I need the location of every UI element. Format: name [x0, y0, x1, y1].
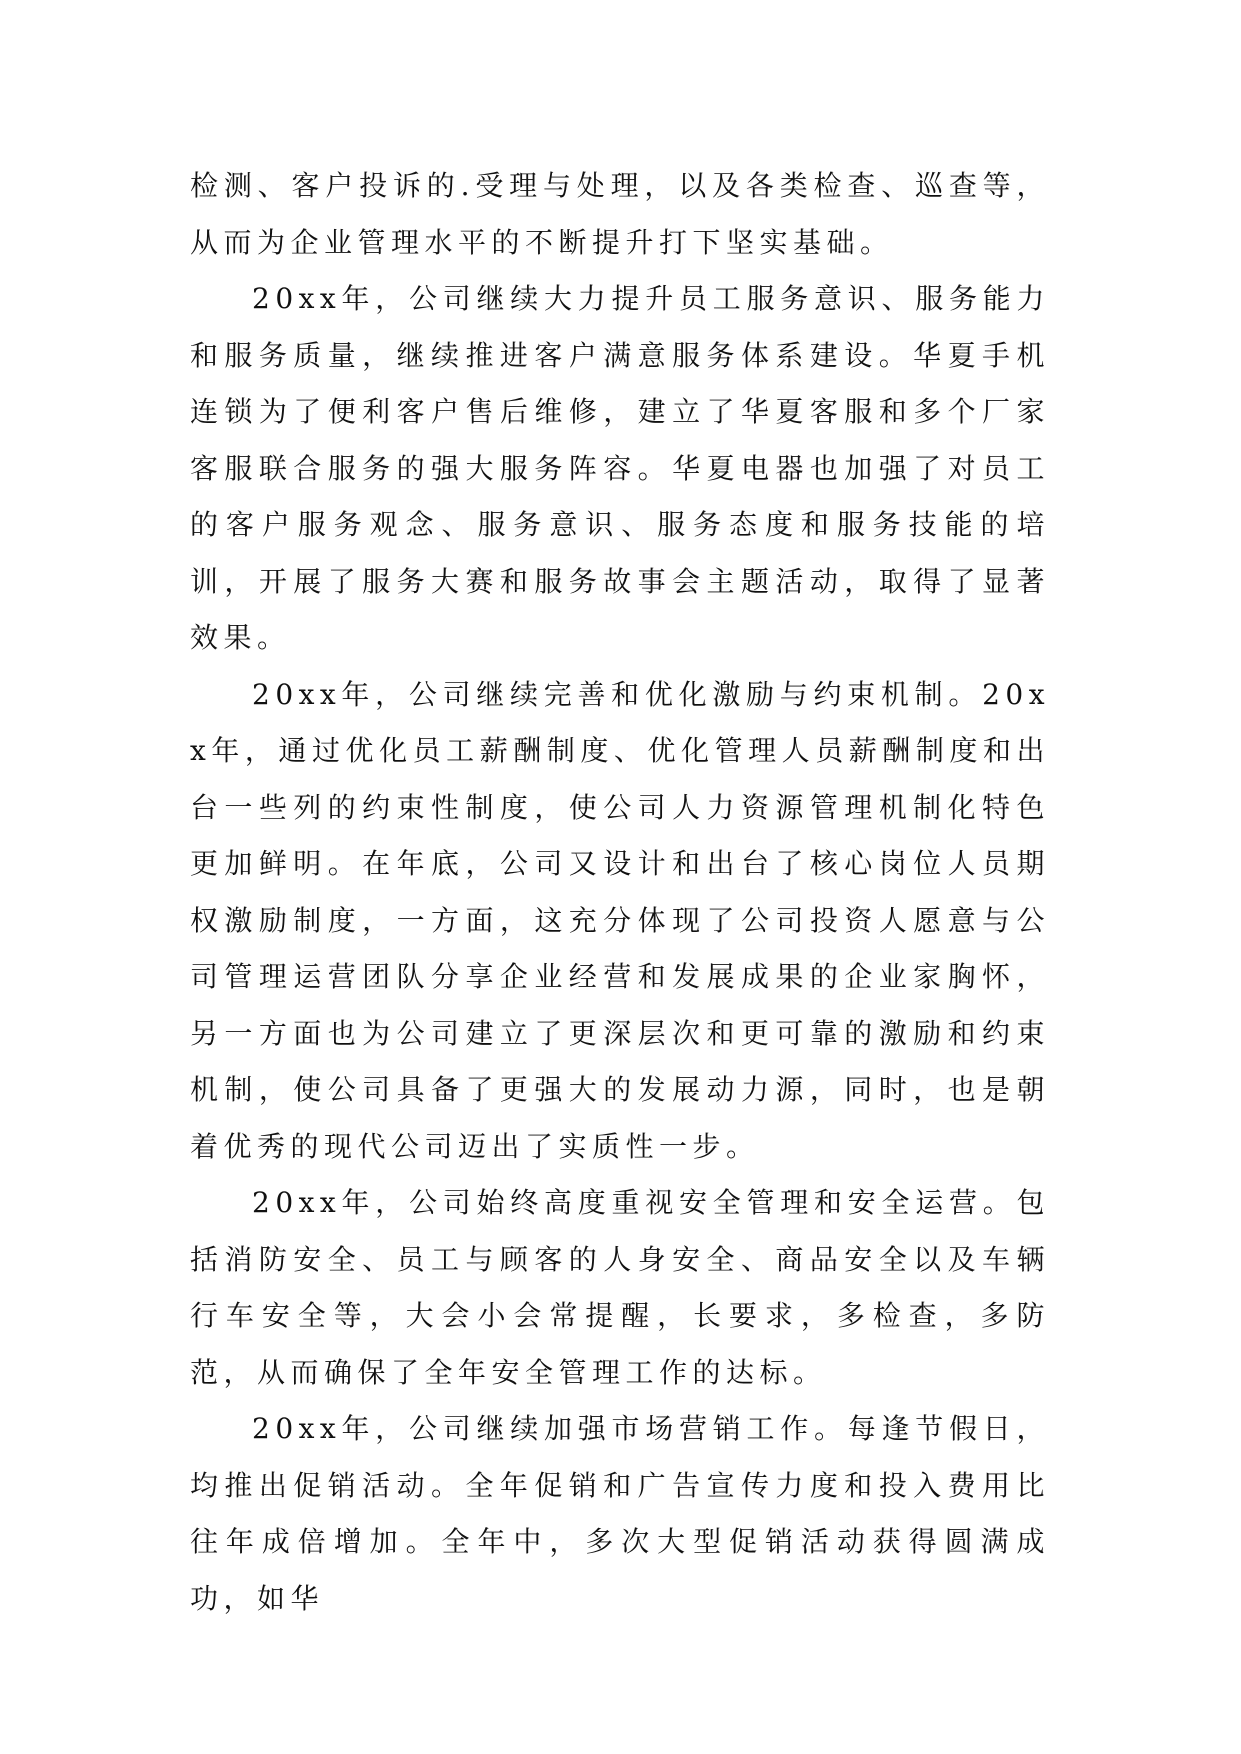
- paragraph-4: 20xx年，公司始终高度重视安全管理和安全运营。包括消防安全、员工与顾客的人身安全、商品安全以及车辆行车安全等，大会小会常提醒，长要求，多检查，多防范，从而确保了全年安全管理工作的达标。: [190, 1186, 1050, 1389]
- paragraph-3: 20xx年，公司继续完善和优化激励与约束机制。20xx年，通过优化员工薪酬制度、优化管理人员薪酬制度和出台一些列的约束性制度，使公司人力资源管理机制化特色更加鲜明。在年底，公司又设计和出台了核心岗位人员期权激励制度，一方面，这充分体现了公司投资人愿意与公司管理运营团队分享企业经营和发展成果的企业家胸怀，另一方面也为公司建立了更深层次和更可靠的激励和约束机制，使公司具备了更强大的发展动力源，同时，也是朝着优秀的现代公司迈出了实质性一步。: [190, 677, 1050, 1163]
- document-body: [190, 158, 1050, 1627]
- paragraph-2: 20xx年，公司继续大力提升员工服务意识、服务能力和服务质量，继续推进客户满意服务体系建设。华夏手机连锁为了便利客户售后维修，建立了华夏客服和多个厂家客服联合服务的强大服务阵容。华夏电器也加强了对员工的客户服务观念、服务意识、服务态度和服务技能的培训，开展了服务大赛和服务故事会主题活动，取得了显著效果。: [190, 282, 1050, 654]
- paragraph-5: 20xx年，公司继续加强市场营销工作。每逢节假日，均推出促销活动。全年促销和广告宣传力度和投入费用比往年成倍增加。全年中，多次大型促销活动获得圆满成功，如华: [190, 1412, 1050, 1615]
- paragraph-1: 检测、客户投诉的.受理与处理，以及各类检查、巡查等，从而为企业管理水平的不断提升打下坚实基础。: [190, 169, 1050, 259]
